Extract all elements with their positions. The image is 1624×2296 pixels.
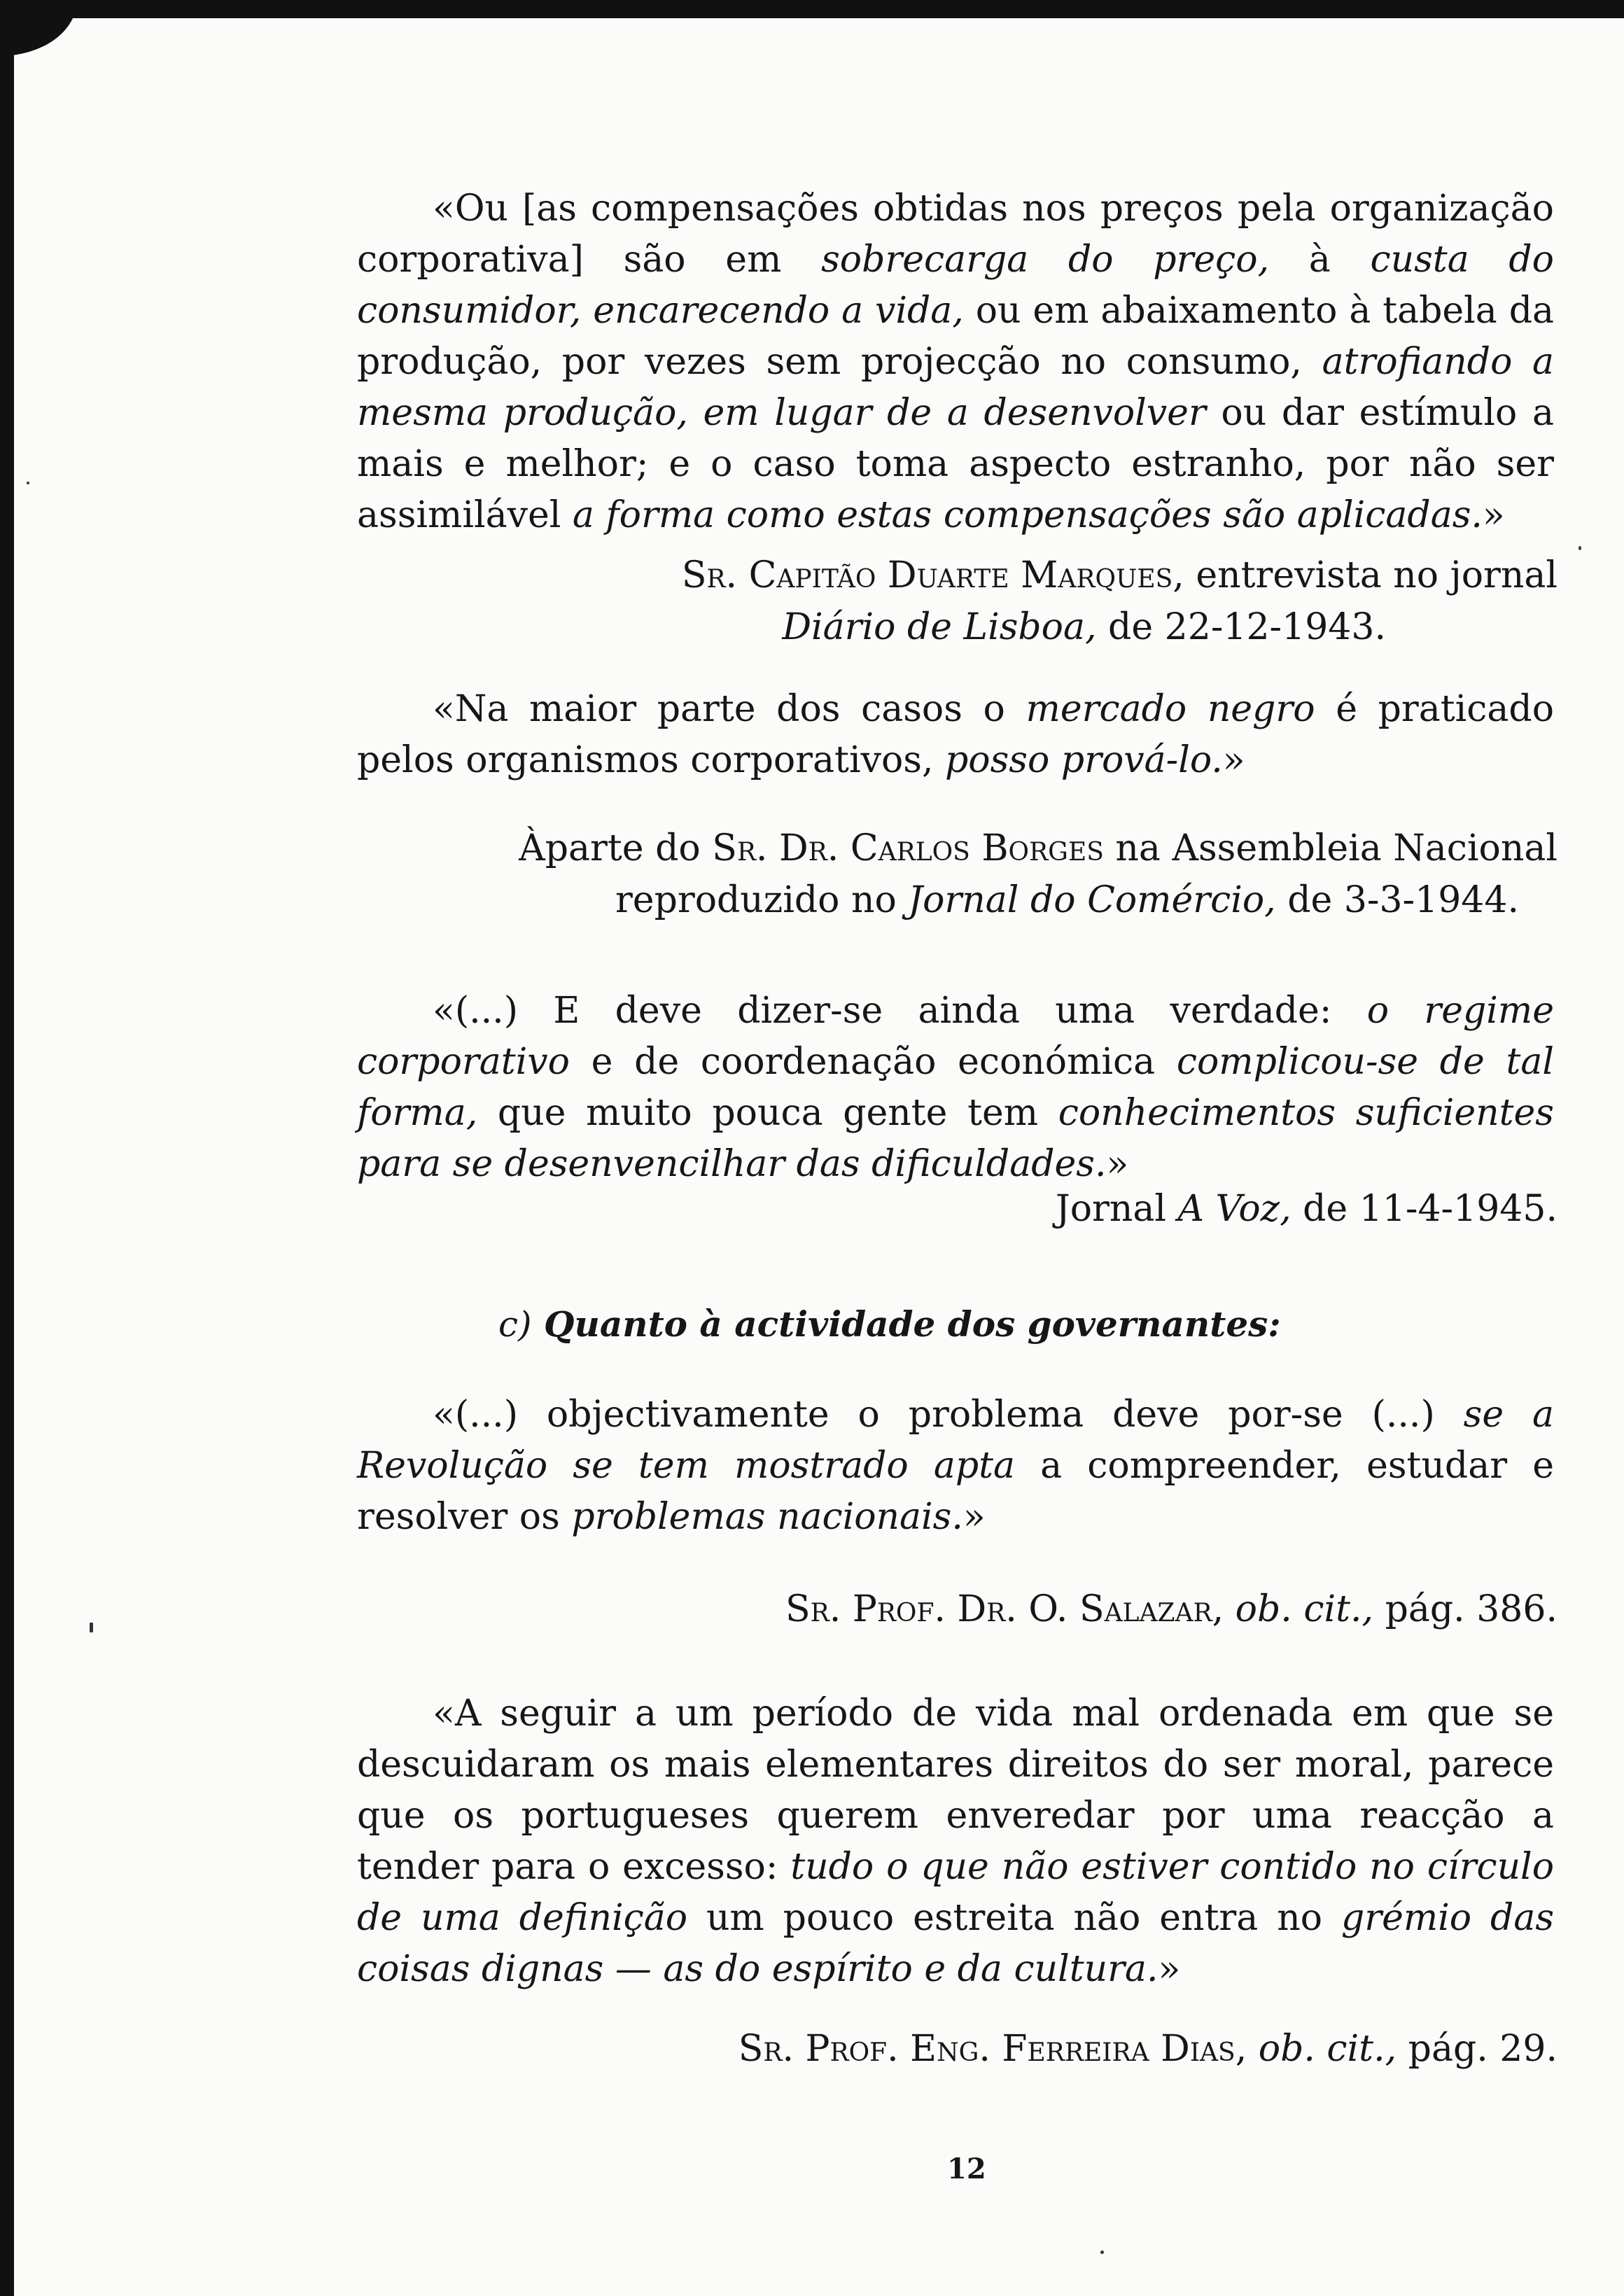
page-number: 12 xyxy=(947,2152,986,2185)
citation-4 xyxy=(785,1583,1558,1635)
section-heading xyxy=(498,1303,1281,1345)
citation-5-line-1: Sr. Prof. Eng. Ferreira Dias, ob. cit., pág. 29. xyxy=(738,2028,1558,2070)
section-title: Quanto à actividade dos governantes: xyxy=(531,1303,1281,1345)
citation-1-line-2: Diário de Lisboa, de 22-12-1943. xyxy=(782,606,1386,648)
quote-paragraph-3: «(...) E deve dizer-se ainda uma verdade: o regime corporativo e de coordenação económica complicou-se de tal forma, que muito pouca gente tem conhecimentos suficientes para se desenvencilhar das dificuldades.» xyxy=(357,990,1555,1185)
citation-1-line-1: Sr. Capitão Duarte Marques, entrevista no jornal xyxy=(681,554,1558,596)
citation-2-line-2: reproduzido no Jornal do Comércio, de 3-3-1944. xyxy=(615,879,1519,921)
citation-2-line-1: Àparte do Sr. Dr. Carlos Borges na Assembleia Nacional xyxy=(519,827,1558,869)
citation-2 xyxy=(519,822,1558,926)
quote-paragraph-4: «(...) objectivamente o problema deve por-se (...) se a Revolução se tem mostrado apta a compreender, estudar e resolver os problemas nacionais.» xyxy=(357,1394,1554,1538)
citation-3 xyxy=(1056,1183,1558,1235)
scan-speck xyxy=(90,1623,93,1632)
quote-paragraph-5: «A seguir a um período de vida mal ordenada em que se descuidaram os mais elementares direitos do ser moral, parece que os portugueses querem enveredar por uma reacção a tender para o excesso: tudo o que não estiver contido no círculo de uma definição um pouco estreita não entra no grémio das coisas dignas — as do espírito e da cultura.» xyxy=(357,1693,1555,1990)
scan-speck xyxy=(1578,546,1581,550)
citation-3-line-1: Jornal A Voz, de 11-4-1945. xyxy=(1055,1188,1558,1230)
scan-speck xyxy=(27,482,29,484)
quote-paragraph-2: «Na maior parte dos casos o mercado negro é praticado pelos organismos corporativos, posso prová-lo.» xyxy=(357,688,1555,781)
citation-4-line-1: Sr. Prof. Dr. O. Salazar, ob. cit., pág. 386. xyxy=(785,1588,1558,1630)
citation-5 xyxy=(738,2023,1558,2075)
citation-1 xyxy=(682,550,1558,653)
scan-speck xyxy=(1100,2250,1104,2254)
quote-paragraph-1: «Ou [as compensações obtidas nos preços pela organização corporativa] são em sobrecarga do preço, à custa do consumidor, encarecendo a vida, ou em abaixamento à tabela da produção, por vezes sem projecção no consumo, atrofiando a mesma produção, em lugar de a desenvolver ou dar estímulo a mais e melhor; e o caso toma aspecto estranho, por não ser assimilável a forma como estas compensações são aplicadas.» xyxy=(357,188,1554,536)
section-letter: c) xyxy=(498,1304,532,1345)
